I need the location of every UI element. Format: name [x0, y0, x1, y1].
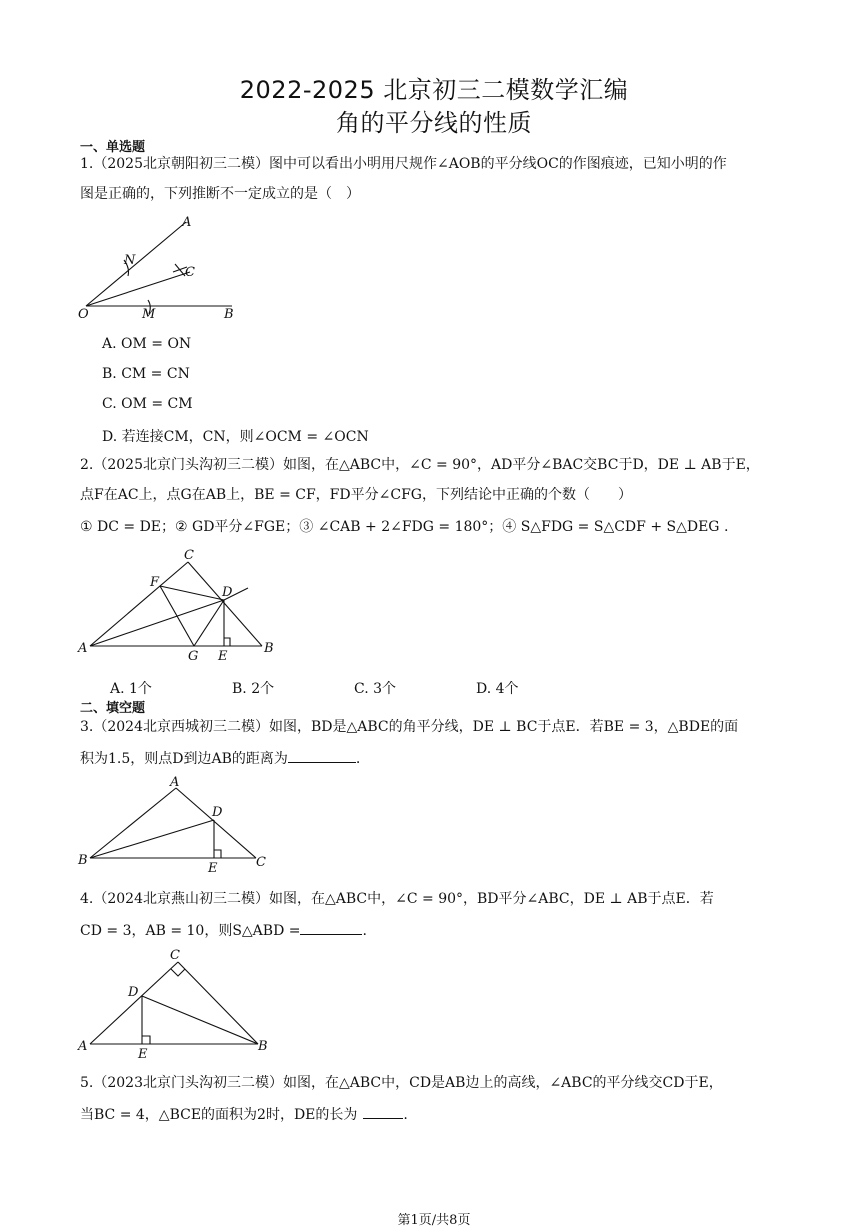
q2-label-g: G [188, 649, 199, 664]
q1-option-a[interactable]: A. OM = ON [102, 336, 192, 352]
q2-figure [72, 548, 282, 664]
q2-text-line3: ① DC = DE；② GD平分∠FGE；③ ∠CAB + 2∠FDG = 180°；④ S△FDG = S△CDF + S△DEG . [80, 519, 729, 535]
q2-option-b[interactable]: B. 2个 [232, 681, 275, 697]
q2-option-a[interactable]: A. 1个 [110, 681, 152, 697]
q2-label-d: D [222, 585, 233, 600]
q5-answer-blank[interactable] [363, 1104, 403, 1119]
q4-right-angle-e [142, 1036, 150, 1044]
q4-label-c: C [170, 948, 180, 963]
q3-label-b: B [78, 853, 88, 868]
q4-figure [72, 946, 278, 1062]
q3-side-ac [176, 788, 256, 858]
q3-text-line2-end: . [355, 751, 361, 767]
q5-text-line2: 当BC = 4，△BCE的面积为2时，DE的长为 [80, 1107, 358, 1123]
q3-label-a: A [170, 775, 180, 790]
q1-label-c: C [185, 265, 195, 280]
page-subtitle: 角的平分线的性质 [336, 109, 532, 137]
q4-text-line2: CD = 3，AB = 10，则S△ABD = [80, 923, 301, 939]
q1-figure [72, 212, 252, 324]
q5-text-line1: 5.（2023北京门头沟初三二模）如图，在△ABC中，CD是AB边上的高线，∠ABC的平分线交CD于E， [80, 1075, 723, 1091]
q4-right-angle-c [171, 969, 185, 976]
q4-text-line1: 4.（2024北京燕山初三二模）如图，在△ABC中，∠C = 90°，BD平分∠ABC，DE ⊥ AB于点E．若 [80, 891, 714, 907]
q3-figure [72, 774, 272, 874]
q2-label-c: C [184, 548, 194, 563]
q4-seg-bd [142, 996, 258, 1044]
q1-text-line2: 图是正确的，下列推断不一定成立的是（ ） [80, 186, 360, 202]
q4-side-ac [90, 962, 178, 1044]
q2-seg-gd [194, 600, 224, 646]
q1-option-c[interactable]: C. OM = CM [102, 396, 193, 412]
q3-label-e: E [208, 861, 218, 874]
section-fill-blank: 二、填空题 [80, 701, 146, 716]
q4-label-d: D [128, 985, 139, 1000]
q2-side-ac [90, 562, 188, 646]
q4-text-line2-end: . [362, 923, 367, 939]
q1-label-b: B [224, 307, 234, 322]
q2-side-bc [188, 562, 262, 646]
q2-seg-ad [90, 600, 224, 646]
q4-label-e: E [138, 1047, 148, 1062]
q1-option-d[interactable]: D. 若连接CM，CN，则∠OCM = ∠OCN [102, 429, 369, 445]
q3-seg-bd [90, 820, 214, 858]
q1-label-n: N [124, 253, 136, 268]
q1-ray-oc [86, 272, 190, 306]
q2-label-b: B [264, 641, 274, 656]
q1-ray-oa [86, 222, 186, 306]
q1-text-line1: 1.（2025北京朝阳初三二模）图中可以看出小明用尺规作∠AOB的平分线OC的作图痕迹，已知小明的作 [80, 156, 727, 172]
q2-text-line2: 点F在AC上，点G在AB上，BE = CF，FD平分∠CFG，下列结论中正确的个数（ ） [80, 487, 632, 503]
q2-label-f: F [150, 575, 160, 590]
q4-label-a: A [78, 1039, 88, 1054]
q1-label-o: O [78, 307, 89, 322]
q1-label-m: M [142, 307, 156, 322]
q3-label-c: C [256, 855, 266, 870]
q5-text-line2-end: . [403, 1107, 408, 1123]
q3-label-d: D [212, 805, 223, 820]
q2-option-c[interactable]: C. 3个 [354, 681, 397, 697]
q2-text-line1: 2.（2025北京门头沟初三二模）如图，在△ABC中，∠C = 90°，AD平分∠BAC交BC于D，DE ⊥ AB于E， [80, 457, 760, 473]
q3-text-line1: 3.（2024北京西城初三二模）如图，BD是△ABC的角平分线，DE ⊥ BC于点E．若BE = 3，△BDE的面 [80, 719, 739, 735]
q2-seg-fd [160, 586, 224, 600]
q2-label-e: E [218, 649, 228, 664]
q3-answer-blank[interactable] [288, 748, 356, 763]
q2-label-a: A [78, 641, 88, 656]
q3-text-line2: 积为1.5，则点D到边AB的距离为 [80, 751, 288, 767]
q3-text-line2-wrap [80, 748, 360, 768]
page-footer: 第1页/共8页 [397, 1213, 471, 1228]
q3-right-angle-e [214, 850, 221, 858]
page-title: 2022-2025 北京初三二模数学汇编 [239, 76, 629, 104]
q4-label-b: B [258, 1039, 268, 1054]
q1-label-a: A [182, 215, 192, 230]
q2-option-d[interactable]: D. 4个 [476, 681, 519, 697]
q3-side-ab [90, 788, 176, 858]
q2-right-angle-e [224, 638, 230, 646]
q4-text-line2-wrap [80, 920, 367, 940]
q5-text-line2-wrap [80, 1104, 408, 1124]
q1-option-b[interactable]: B. CM = CN [102, 366, 190, 382]
q2-seg-fg [160, 586, 194, 646]
q4-answer-blank[interactable] [300, 920, 362, 935]
q4-side-bc [178, 962, 258, 1044]
section-single-choice: 一、单选题 [80, 140, 146, 155]
